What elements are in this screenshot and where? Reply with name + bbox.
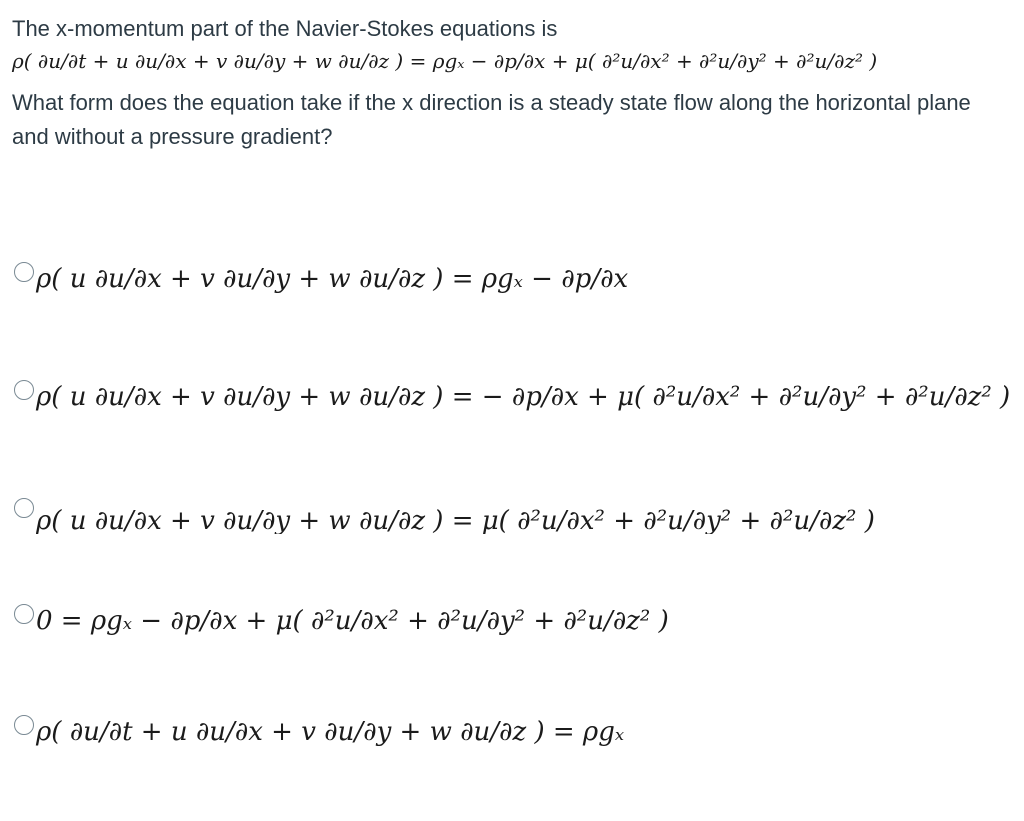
question-equation: ρ( ∂u/∂t + u ∂u/∂x + v ∂u/∂y + w ∂u/∂z ) = ρgₓ − ∂p/∂x + μ( ∂²u/∂x² + ∂²u/∂y² + ∂²u/∂z² ) — [12, 49, 878, 73]
answer-equation: ρ( u ∂u/∂x + v ∂u/∂y + w ∂u/∂z ) = − ∂p/∂x + μ( ∂²u/∂x² + ∂²u/∂y² + ∂²u/∂z² ) — [36, 382, 1011, 412]
answer-option-2[interactable] — [14, 368, 1011, 486]
radio-button[interactable] — [14, 715, 34, 735]
question-prompt: What form does the equation take if the x direction is a steady state flow along the horizontal plane and without a pressure gradient? — [12, 90, 971, 149]
answer-equation: ρ( u ∂u/∂x + v ∂u/∂y + w ∂u/∂z ) = ρgₓ − ∂p/∂x — [36, 264, 629, 294]
answer-equation: 0 = ρgₓ − ∂p/∂x + μ( ∂²u/∂x² + ∂²u/∂y² + ∂²u/∂z² ) — [36, 606, 669, 636]
answer-equation: ρ( u ∂u/∂x + v ∂u/∂y + w ∂u/∂z ) = μ( ∂²u/∂x² + ∂²u/∂y² + ∂²u/∂z² ) — [36, 506, 875, 534]
radio-button[interactable] — [14, 380, 34, 400]
radio-button[interactable] — [14, 604, 34, 624]
answer-option-5[interactable] — [14, 703, 1004, 821]
answer-list — [14, 250, 1011, 821]
question-block — [12, 12, 1002, 154]
answer-option-4[interactable] — [14, 592, 1004, 703]
radio-button[interactable] — [14, 498, 34, 518]
answer-equation: ρ( ∂u/∂t + u ∂u/∂x + v ∂u/∂y + w ∂u/∂z ) = ρgₓ — [36, 717, 625, 747]
answer-option-1[interactable] — [14, 250, 1004, 368]
answer-option-3[interactable] — [14, 486, 1004, 592]
question-intro: The x-momentum part of the Navier-Stokes equations is — [12, 16, 558, 41]
radio-button[interactable] — [14, 262, 34, 282]
